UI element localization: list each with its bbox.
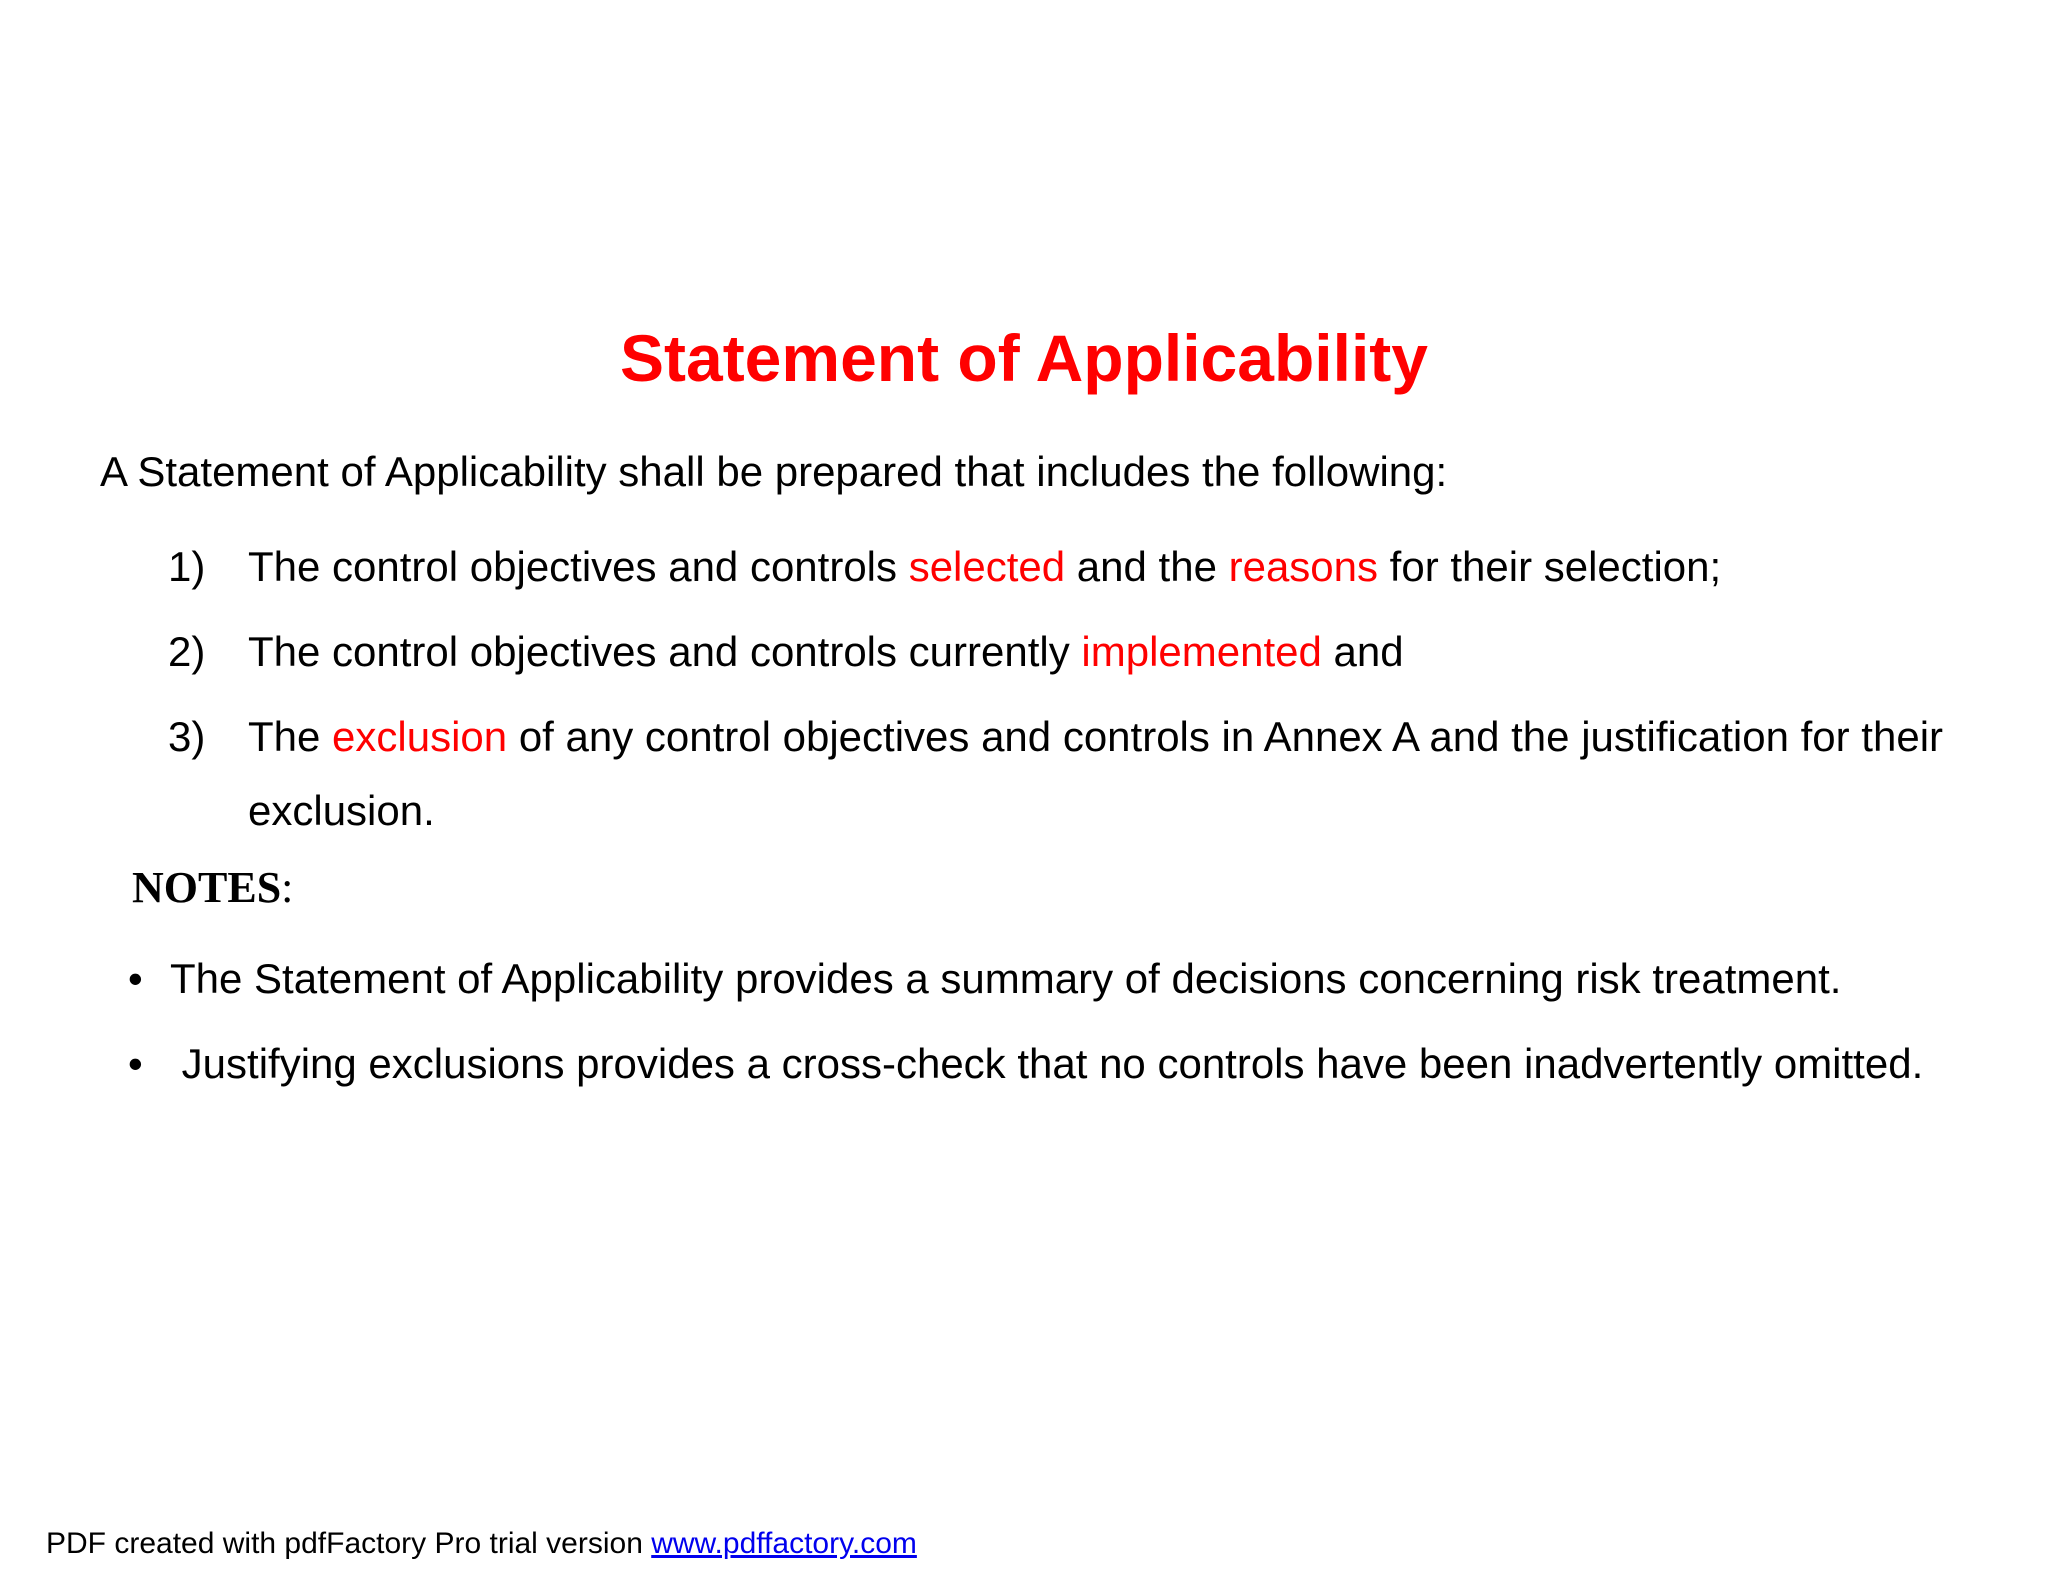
footer-text: PDF created with pdfFactory Pro trial version	[46, 1527, 652, 1560]
list-number: 2)	[168, 628, 206, 675]
notes-list	[128, 942, 1988, 1112]
pdf-footer	[46, 1526, 917, 1562]
list-text: for their selection;	[1378, 543, 1722, 590]
list-item	[168, 530, 1968, 604]
notes-heading	[132, 860, 293, 916]
bullet-icon: •	[128, 955, 143, 1002]
list-text: and	[1321, 628, 1404, 675]
notes-heading-text: NOTES	[132, 863, 282, 912]
highlight-exclusion: exclusion	[332, 713, 508, 760]
list-text: The control objectives and controls currently	[248, 628, 1082, 675]
list-number: 3)	[168, 713, 206, 760]
list-text: and the	[1065, 543, 1229, 590]
list-item	[168, 615, 1968, 689]
list-text: of any control objectives and controls in Annex A and the justification for their exclusion.	[248, 713, 1944, 834]
list-text: The control objectives and controls	[248, 543, 909, 590]
highlight-implemented: implemented	[1081, 628, 1322, 675]
bullet-icon: •	[128, 1040, 143, 1087]
highlight-selected: selected	[908, 543, 1066, 590]
note-item	[128, 1027, 1988, 1101]
note-text: Justifying exclusions provides a cross-check that no controls have been inadvertently omitted.	[170, 1040, 1924, 1087]
pdffactory-link[interactable]: www.pdffactory.com	[651, 1527, 917, 1560]
highlight-reasons: reasons	[1228, 543, 1379, 590]
list-text: The	[248, 713, 333, 760]
notes-heading-colon: :	[281, 863, 294, 912]
note-text: The Statement of Applicability provides a summary of decisions concerning risk treatment.	[170, 955, 1842, 1002]
note-item	[128, 942, 1988, 1016]
requirements-list	[168, 530, 1968, 859]
page-title: Statement of Applicability	[620, 321, 1428, 395]
intro-paragraph: A Statement of Applicability shall be prepared that includes the following:	[100, 448, 1448, 495]
list-number: 1)	[168, 543, 206, 590]
list-item	[168, 700, 1968, 848]
